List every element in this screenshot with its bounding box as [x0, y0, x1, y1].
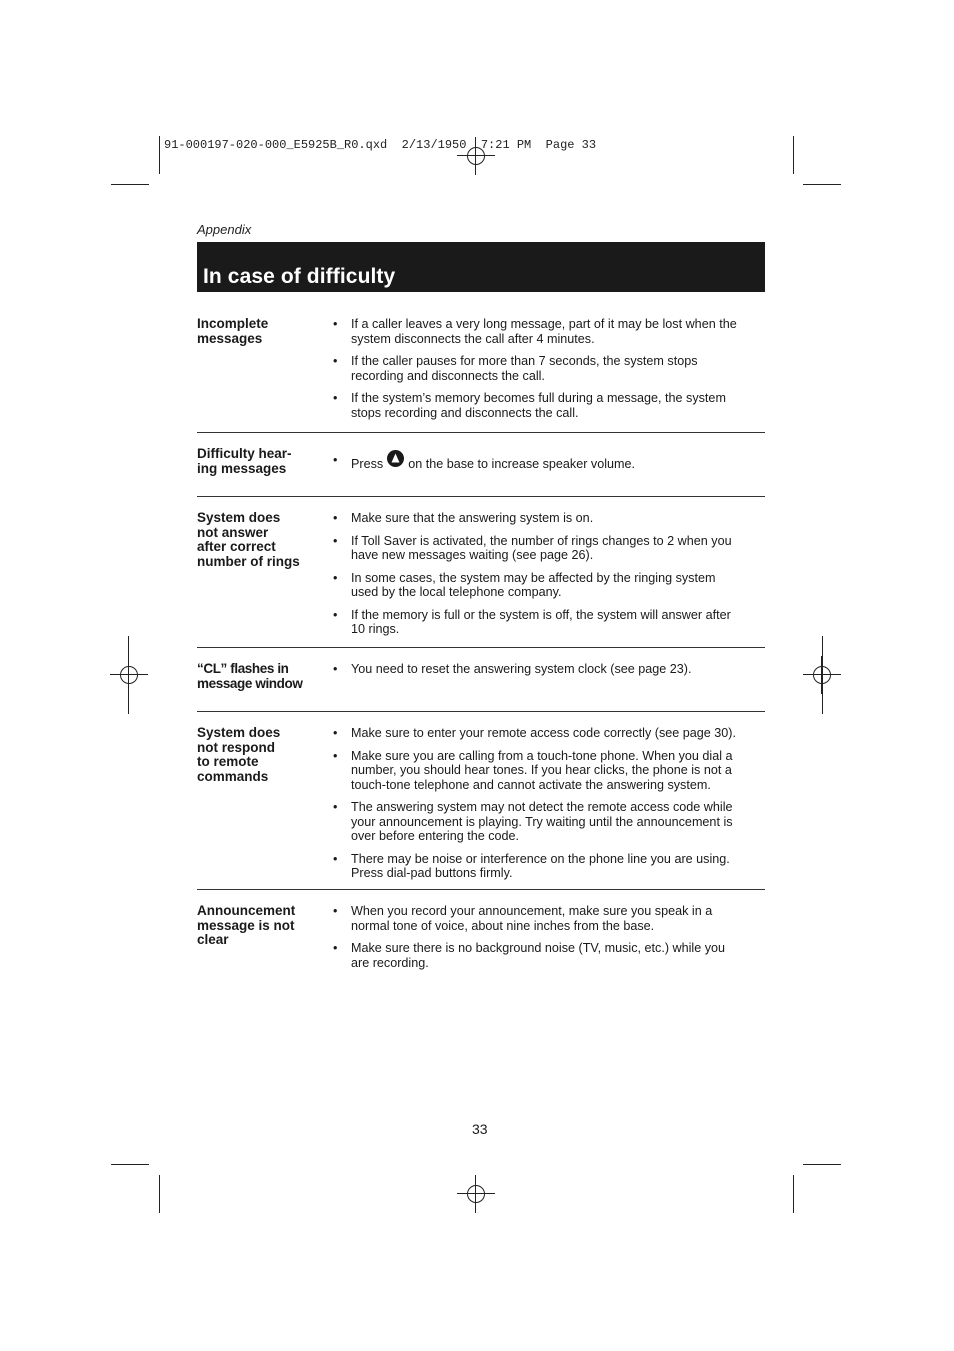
list-item: • If the caller pauses for more than 7 seconds, the system stops recording and disconnects the call.: [333, 354, 763, 383]
list-item: • Make sure to enter your remote access code correctly (see page 30).: [333, 726, 763, 741]
solution-list: [333, 317, 763, 428]
list-item: • When you record your announcement, make sure you speak in a normal tone of voice, about nine inches from the base.: [333, 904, 763, 933]
list-item: • You need to reset the answering system clock (see page 23).: [333, 662, 763, 677]
list-item: • If a caller leaves a very long message, part of it may be lost when the system disconnects the call after 4 minutes.: [333, 317, 763, 346]
list-item: • The answering system may not detect the remote access code while your announcement is playing. Try waiting until the announcement is over before entering the code.: [333, 800, 763, 844]
table-row: [197, 447, 765, 497]
list-item: • If the memory is full or the system is off, the system will answer after 10 rings.: [333, 608, 763, 637]
problem-heading: Difficulty hear- ing messages: [197, 446, 292, 476]
solution-list: [333, 662, 763, 685]
problem-heading: “CL” flashes in message window: [197, 661, 303, 691]
list-item: • Make sure you are calling from a touch-tone phone. When you dial a number, you should hear tones. If you hear clicks, the phone is not a touch-tone telephone and cannot activate the answering system.: [333, 749, 763, 793]
list-item: • Make sure there is no background noise (TV, music, etc.) while you are recording.: [333, 941, 763, 970]
table-row: [197, 511, 765, 648]
crop-mark: [803, 184, 841, 185]
file-header: 91-000197-020-000_E5925B_R0.qxd 2/13/1950 7:21 PM Page 33: [164, 138, 597, 152]
list-item: • If the system’s memory becomes full during a message, the system stops recording and disconnects the call.: [333, 391, 763, 420]
solution-list: [333, 453, 763, 480]
title-bar: [197, 242, 765, 292]
solution-list: [333, 511, 763, 645]
crop-mark: [793, 136, 794, 174]
solution-list: [333, 904, 763, 978]
crop-mark: [111, 184, 149, 185]
crop-mark: [159, 1175, 160, 1213]
problem-heading: System does not answer after correct number of rings: [197, 510, 300, 569]
registration-mark-bottom: [457, 1175, 495, 1213]
crop-mark: [803, 1164, 841, 1165]
registration-mark-left-line: [128, 636, 129, 714]
table-row: [197, 904, 765, 974]
crop-mark: [159, 136, 160, 174]
table-row: [197, 317, 765, 433]
list-item: • If Toll Saver is activated, the number of rings changes to 2 when you have new messages waiting (see page 26).: [333, 534, 763, 563]
table-row: [197, 726, 765, 890]
list-item: • There may be noise or interference on the phone line you are using. Press dial-pad buttons firmly.: [333, 852, 763, 881]
table-row: [197, 662, 765, 712]
page-number: 33: [472, 1121, 488, 1137]
registration-mark-left: [110, 656, 148, 694]
problem-heading: Incomplete messages: [197, 316, 269, 346]
page-title: In case of difficulty: [203, 265, 396, 288]
crop-mark: [793, 1175, 794, 1213]
volume-up-icon: [387, 450, 404, 467]
list-item: • Press on the base to increase speaker volume.: [333, 453, 763, 472]
list-item: • In some cases, the system may be affected by the ringing system used by the local telephone company.: [333, 571, 763, 600]
crop-mark: [111, 1164, 149, 1165]
solution-list: [333, 726, 763, 889]
problem-heading: Announcement message is not clear: [197, 903, 296, 947]
section-label: Appendix: [197, 222, 252, 237]
problem-heading: System does not respond to remote commands: [197, 725, 281, 784]
registration-mark-right-line: [822, 636, 823, 714]
list-item: • Make sure that the answering system is on.: [333, 511, 763, 526]
